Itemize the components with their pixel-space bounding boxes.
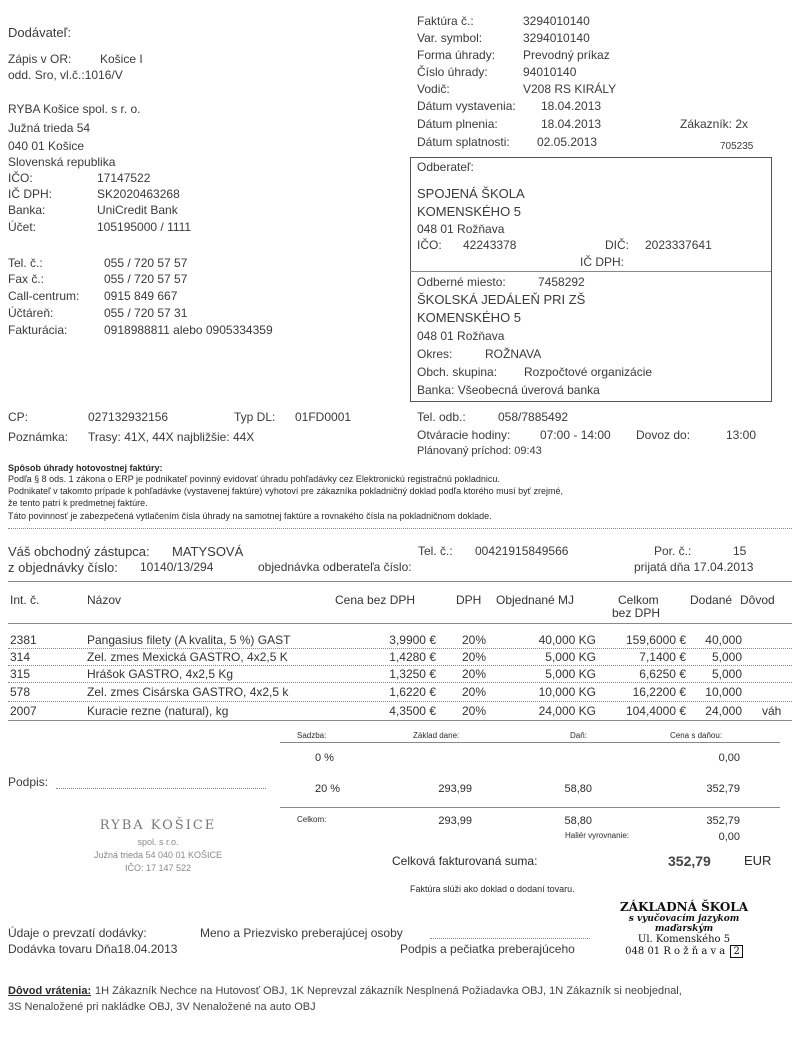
stamp-line: RYBA KOŠICE [99,818,217,833]
row-name: Pangasius filety (A kvalita, 5 %) GAST [87,633,291,647]
summary-sum-base: 293,99 [438,815,472,827]
supplier-ico: 17147522 [97,171,151,185]
buyer-dic-label: DIČ: [605,238,629,252]
invoice-delivery: 18.04.2013 [541,117,602,131]
rep-label: Váš obchodný zástupca: [8,544,150,559]
invoice-no-label: Faktúra č.: [417,14,474,28]
invoice-payno: 94010140 [523,65,577,79]
row-id: 314 [10,650,31,664]
row-id: 2381 [10,633,37,647]
summary-header-base: Základ dane: [413,731,460,740]
summary-total: 0,00 [718,752,740,764]
supplier-city: 040 01 Košice [8,139,85,153]
row-name: Zel. zmes Cisárska GASTRO, 4x2,5 k [87,685,289,699]
order2-label: objednávka odberateľa číslo: [258,560,412,574]
buyer-divider [410,271,771,272]
rounding-label: Haliér vyrovnanie: [565,831,630,840]
row-id: 578 [10,685,31,699]
header-total-sub: bez DPH [612,606,661,620]
row-vat: 20% [462,704,487,718]
summary-sum-tax: 58,80 [564,815,592,827]
place-district-label: Okres: [417,347,453,361]
typ-value: 01FD0001 [295,410,352,424]
row-price: 4,3500 € [389,704,436,718]
cp-label: CP: [8,410,29,424]
customer-count: Zákazník: 2x [680,117,749,131]
register-section: odd. Sro, vl.č.:1016/V [8,68,123,82]
header-total: Celkom [618,593,659,607]
supplier-tel-label: Tel. č.: [8,256,43,270]
note-label: Poznámka: [8,430,69,444]
row-price: 1,4280 € [389,650,436,664]
school-stamp-box: 2 [730,945,742,958]
grand-total-value: 352,79 [668,853,711,869]
row-qty: 10,000 KG [538,685,596,699]
invoice-driver: V208 RS KIRÁLY [523,82,617,96]
notice-line: Spôsob úhrady hotovostnej faktúry: [8,463,163,473]
invoice-due-label: Dátum splatnosti: [417,135,510,149]
stamp-line: spol. s r.o. [137,837,179,847]
arrival: Plánovaný príchod: 09:43 [417,445,542,457]
supplier-bank-label: Banka: [8,203,46,217]
row-total: 159,6000 € [625,633,686,647]
summary-divider [280,742,780,743]
rep-tel-label: Tel. č.: [418,544,453,558]
invoice-payno-label: Číslo úhrady: [417,65,488,79]
row-divider [8,682,792,683]
row-qty: 5,000 KG [545,650,596,664]
stamp-line: Južná trieda 54 040 01 KOŠICE [93,850,223,860]
rep-tel: 00421915849566 [475,544,569,558]
supplier-invoicing: 0918988811 alebo 0905334359 [104,323,273,337]
buyer-ico-label: IČO: [417,238,442,252]
summary-header-total: Cena s daňou: [670,731,723,740]
import-value: 13:00 [726,428,757,442]
supplier-street: Južná trieda 54 [8,121,91,135]
note-value: Trasy: 41X, 44X najbližšie: 44X [88,430,255,444]
rounding-value: 0,00 [718,831,740,843]
row-price: 1,6220 € [389,685,436,699]
return-reason-text: 1H Zákazník Nechce na Hutovosť OBJ, 1K Neprevzal zákazník Nesplnená Požiadavka OBJ, 1N Zákazník si neobjednal, [95,985,682,997]
place-label: Odberné miesto: [417,275,506,289]
invoice-code: 705235 [720,141,754,152]
accepted-date: prijatá dňa 17.04.2013 [634,560,754,574]
summary-total: 352,79 [706,783,740,795]
supplier-name: RYBA Košice spol. s r. o. [8,102,141,116]
summary-rate: 0 % [315,752,334,764]
rep-por: 15 [733,544,747,558]
supplier-stamp [48,818,268,873]
header-int: Int. č. [10,593,40,607]
row-name: Zel. zmes Mexická GASTRO, 4x2,5 K [87,650,288,664]
invoice-delivery-label: Dátum plnenia: [417,117,498,131]
supplier-fax-label: Fax č.: [8,272,45,286]
import-label: Dovoz do: [636,428,691,442]
return-reason-label: Dôvod vrátenia: [8,985,92,997]
summary-sum-total: 352,79 [706,815,740,827]
rep-name: MATYSOVÁ [172,544,244,559]
cp-value: 027132932156 [88,410,169,424]
header-ordered: Objednané MJ [496,593,575,607]
row-total: 104,4000 € [625,704,686,718]
supplier-country: Slovenská republika [8,155,116,169]
header-price: Cena bez DPH [335,593,416,607]
invoice-vs-label: Var. symbol: [417,31,483,45]
receipt-label: Údaje o prevzatí dodávky: [8,926,147,940]
school-stamp-line: 048 01 R o ž ň a v a [625,946,726,957]
row-vat: 20% [462,685,487,699]
place-district: ROŽNAVA [485,347,542,361]
summary-divider [280,807,780,808]
row-vat: 20% [462,667,487,681]
supplier-dic: SK2020463268 [97,187,180,201]
receipt-date: Dodávka tovaru Dňa18.04.2013 [8,942,178,956]
row-delivered: 10,000 [705,685,742,699]
tel-odb-label: Tel. odb.: [417,410,466,424]
row-qty: 40,000 KG [538,633,596,647]
invoice-due: 02.05.2013 [537,135,598,149]
summary-base: 293,99 [438,783,472,795]
header-vat: DPH [456,593,482,607]
row-vat: 20% [462,650,487,664]
row-total: 16,2200 € [632,685,686,699]
grand-total-currency: EUR [744,853,772,868]
buyer-dic: 2023337641 [645,238,712,252]
return-reason-text: 3S Nenaložené pri nakládke OBJ, 3V Nenaložené na auto OBJ [8,1001,316,1013]
supplier-account-label: Účet: [8,220,37,234]
invoice-note: Faktúra slúži ako doklad o dodaní tovaru. [410,884,575,894]
row-delivered: 40,000 [705,633,742,647]
signature-line [56,788,266,789]
notice-line: Táto povinnosť je zabezpečená vytlačením čísla úhrady na samotnej faktúre a rovnakého čísla na pokladničnom doklade. [8,511,492,521]
supplier-accounting: 055 / 720 57 31 [104,306,188,320]
signature-label: Podpis: [8,775,49,789]
supplier-fax: 055 / 720 57 57 [104,272,188,286]
buyer-ico: 42243378 [463,238,517,252]
order-value: 10140/13/294 [140,560,214,574]
row-qty: 5,000 KG [545,667,596,681]
row-qty: 24,000 KG [538,704,596,718]
place-code: 7458292 [538,275,585,289]
supplier-ico-label: IČO: [8,171,33,185]
notice-line: Podnikateľ v takomto prípade k pohľadávke (vystavenej faktúre) vyhotoví pre zákazníka pokladničný doklad podľa ktorého musí byť zrejmé, [8,486,564,496]
invoice-driver-label: Vodič: [417,82,450,96]
header-reason: Dôvod [740,593,775,607]
hours-value: 07:00 - 14:00 [540,428,611,442]
header-name: Názov [87,593,122,607]
header-delivered: Dodané [690,593,733,607]
rep-por-label: Por. č.: [654,544,692,558]
buyer-name: SPOJENÁ ŠKOLA [417,186,525,201]
order-label: z objednávky číslo: [8,560,118,575]
row-id: 2007 [10,704,37,718]
row-name: Hrášok GASTRO, 4x2,5 Kg [87,667,234,681]
buyer-icdph-label: IČ DPH: [580,255,625,269]
supplier-invoicing-label: Fakturácia: [8,323,68,337]
buyer-label: Odberateľ: [417,160,474,174]
row-divider [8,701,792,702]
place-city: 048 01 Rožňava [417,329,505,343]
buyer-street: KOMENSKÉHO 5 [417,204,522,219]
supplier-account: 105195000 / 1111 [97,220,192,234]
rep-divider [8,581,792,582]
row-id: 315 [10,667,31,681]
hours-label: Otváracie hodiny: [417,428,511,442]
invoice-issued: 18.04.2013 [541,99,602,113]
row-vat: 20% [462,633,487,647]
school-stamp-line: Ul. Komenského 5 [637,934,731,945]
invoice-no: 3294010140 [523,14,590,28]
summary-rate: 20 % [315,783,341,795]
notice-divider [8,528,792,529]
table-bottom-line [8,720,792,721]
stamp-line: IČO: 17 147 522 [124,863,192,873]
summary-header-rate: Sadzba: [297,731,327,740]
row-divider [8,648,792,649]
row-price: 3,9900 € [389,633,436,647]
supplier-tel: 055 / 720 57 57 [104,256,188,270]
supplier-accounting-label: Účtáreň: [8,306,54,320]
row-total: 6,6250 € [639,667,686,681]
row-delivered: 24,000 [705,704,742,718]
school-stamp [604,900,764,958]
invoice-issued-label: Dátum vystavenia: [417,99,516,113]
row-price: 1,3250 € [389,667,436,681]
row-total: 7,1400 € [639,650,686,664]
summary-header-tax: Daň: [570,731,587,740]
register-label: Zápis v OR: [8,52,72,66]
place-bank: Banka: Všeobecná úverová banka [417,383,600,397]
summary-tax: 58,80 [564,783,592,795]
register-value: Košice I [100,52,143,66]
supplier-callcenter: 0915 849 667 [104,289,178,303]
supplier-callcenter-label: Call-centrum: [8,289,80,303]
receipt-sign-label: Podpis a pečiatka preberajúceho [400,942,575,956]
row-delivered: 5,000 [711,667,742,681]
supplier-dic-label: IČ DPH: [8,187,53,201]
receipt-name-line [430,938,590,939]
supplier-bank: UniCredit Bank [97,203,178,217]
place-street: KOMENSKÉHO 5 [417,310,522,325]
table-header-divider [8,623,792,624]
place-name: ŠKOLSKÁ JEDÁLEŇ PRI ZŠ [417,292,586,307]
notice-line: že tento patrí k predmetnej faktúre. [8,498,148,508]
row-name: Kuracie rezne (natural), kg [87,704,229,718]
supplier-label: Dodávateľ: [8,25,72,40]
place-group-label: Obch. skupina: [417,365,498,379]
school-stamp-line: ZÁKLADNÁ ŠKOLA [619,900,749,914]
invoice-vs: 3294010140 [523,31,590,45]
receipt-name-label: Meno a Priezvisko preberajúcej osoby [200,926,403,940]
school-stamp-line: s vyučovacím jazykom maďarským [628,914,740,934]
invoice-payment: Prevodný príkaz [523,48,610,62]
row-reason: váh [762,704,782,718]
notice-line: Podľa § 8 ods. 1 zákona o ERP je podnikateľ povinný evidovať úhradu pohľadávky cez Elektronickú registračnú pokladnicu. [8,474,500,484]
grand-total-label: Celková fakturovaná suma: [392,854,538,868]
place-group: Rozpočtové organizácie [524,365,653,379]
summary-sum-label: Celkom: [297,815,327,824]
invoice-payment-label: Forma úhrady: [417,48,496,62]
row-delivered: 5,000 [711,650,742,664]
tel-odb-value: 058/7885492 [498,410,569,424]
buyer-city: 048 01 Rožňava [417,222,505,236]
typ-label: Typ DL: [234,410,276,424]
row-divider [8,665,792,666]
